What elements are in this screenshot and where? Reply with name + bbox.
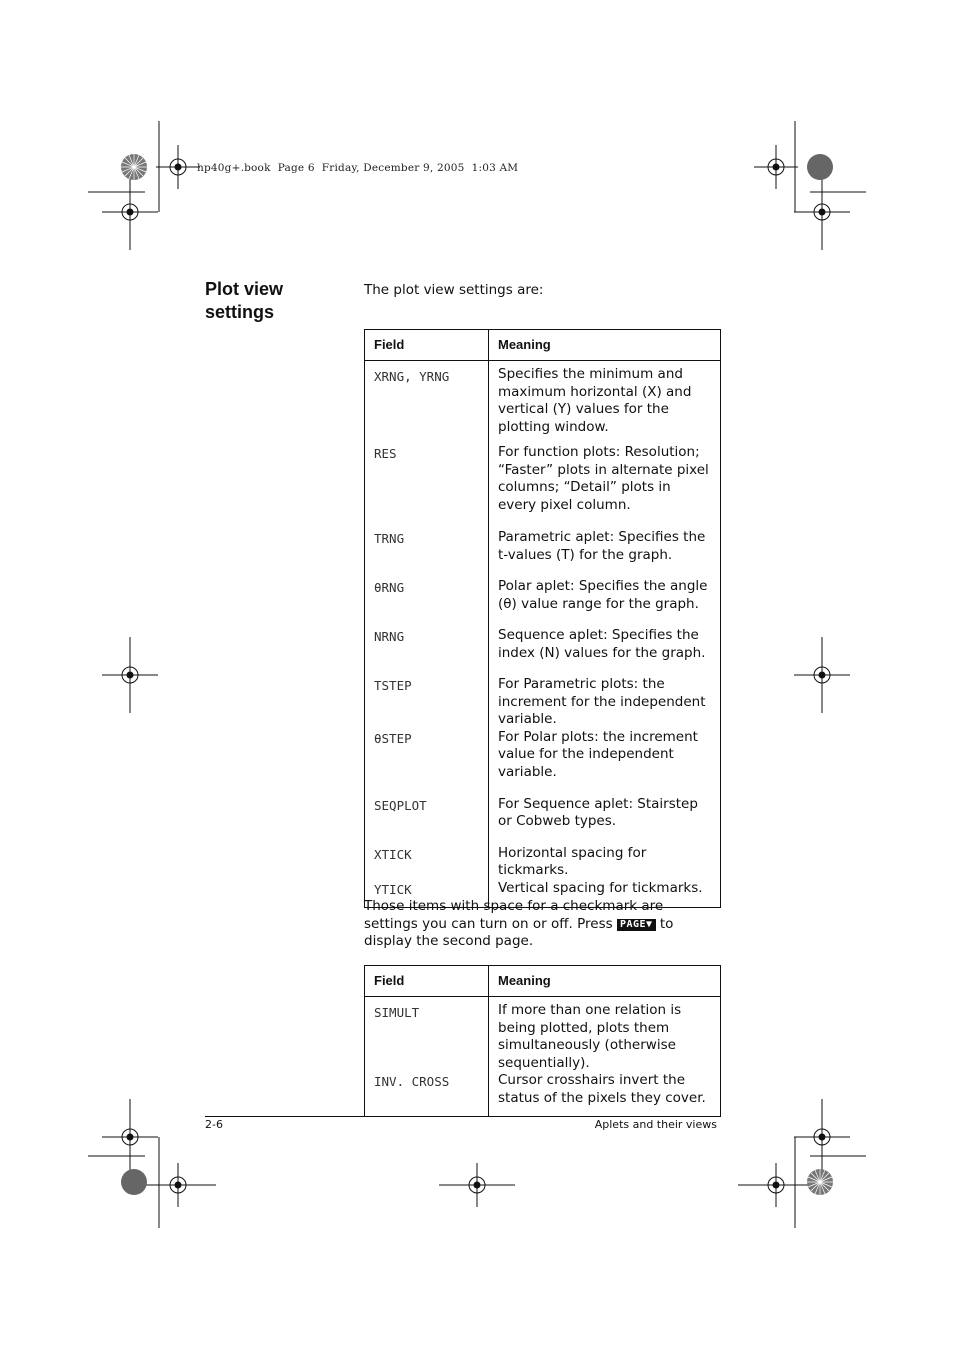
field-name: RES: [365, 444, 489, 529]
table-row: [365, 676, 721, 729]
page-number: 2-6: [205, 1118, 223, 1131]
header-meaning: Meaning: [489, 966, 721, 997]
field-meaning: Vertical spacing for tickmarks.: [498, 879, 703, 896]
field-meaning: Sequence aplet: Specifies the index (N) values for the graph.: [498, 627, 706, 661]
running-footer: Aplets and their views: [594, 1118, 717, 1131]
field-name: SEQPLOT: [365, 796, 489, 845]
field-meaning: Cursor crosshairs invert the status of the pixels they cover.: [498, 1072, 706, 1106]
field-name: TSTEP: [365, 676, 489, 729]
note-text-after: to display the second page.: [364, 915, 674, 949]
table-row: [365, 529, 721, 578]
field-meaning: Specifies the minimum and maximum horizontal (X) and vertical (Y) values for the plotting window.: [498, 366, 692, 435]
table-header-row: [365, 966, 721, 997]
table-row: [365, 729, 721, 796]
field-name: INV. CROSS: [365, 1072, 489, 1117]
intro-text: The plot view settings are:: [364, 282, 544, 298]
field-name: θSTEP: [365, 729, 489, 796]
page-down-key-icon: PAGE▼: [617, 919, 656, 931]
table-row: [365, 845, 721, 880]
header-field: Field: [365, 966, 489, 997]
table-row: [365, 627, 721, 676]
field-name: SIMULT: [365, 997, 489, 1073]
field-name: XTICK: [365, 845, 489, 880]
field-meaning: For function plots: Resolution; “Faster” plots in alternate pixel columns; “Detail” plots in every pixel column.: [498, 444, 709, 513]
checkmark-note: [364, 898, 720, 951]
field-name: TRNG: [365, 529, 489, 578]
table-row: [365, 1072, 721, 1117]
table-row: [365, 578, 721, 627]
field-name: θRNG: [365, 578, 489, 627]
field-name: NRNG: [365, 627, 489, 676]
field-meaning: For Parametric plots: the increment for the independent variable.: [498, 676, 706, 727]
note-text-before: Those items with space for a checkmark are settings you can turn on or off. Press: [364, 898, 664, 932]
field-meaning: For Polar plots: the increment value for the independent variable.: [498, 728, 698, 780]
field-meaning: Polar aplet: Specifies the angle (θ) value range for the graph.: [498, 578, 708, 612]
field-meaning: Horizontal spacing for tickmarks.: [498, 844, 647, 878]
field-name: YTICK: [365, 880, 489, 908]
section-title: Plot view settings: [205, 279, 284, 322]
table-row: [365, 444, 721, 529]
table-row: [365, 361, 721, 445]
field-meaning: If more than one relation is being plotted, plots them simultaneously (otherwise sequentially).: [498, 1002, 682, 1071]
field-meaning: Parametric aplet: Specifies the t-values (T) for the graph.: [498, 529, 706, 563]
book-slug: hp40g+.book Page 6 Friday, December 9, 2005 1:03 AM: [197, 162, 519, 174]
table-row: [365, 997, 721, 1073]
header-field: Field: [365, 330, 489, 361]
plot-settings-table: [364, 329, 721, 908]
footer-rule: [205, 1116, 717, 1117]
table-header-row: [365, 330, 721, 361]
field-name: XRNG, YRNG: [365, 361, 489, 445]
field-meaning: For Sequence aplet: Stairstep or Cobweb types.: [498, 795, 698, 829]
table-row: [365, 796, 721, 845]
second-page-settings-table: [364, 965, 721, 1117]
header-meaning: Meaning: [489, 330, 721, 361]
